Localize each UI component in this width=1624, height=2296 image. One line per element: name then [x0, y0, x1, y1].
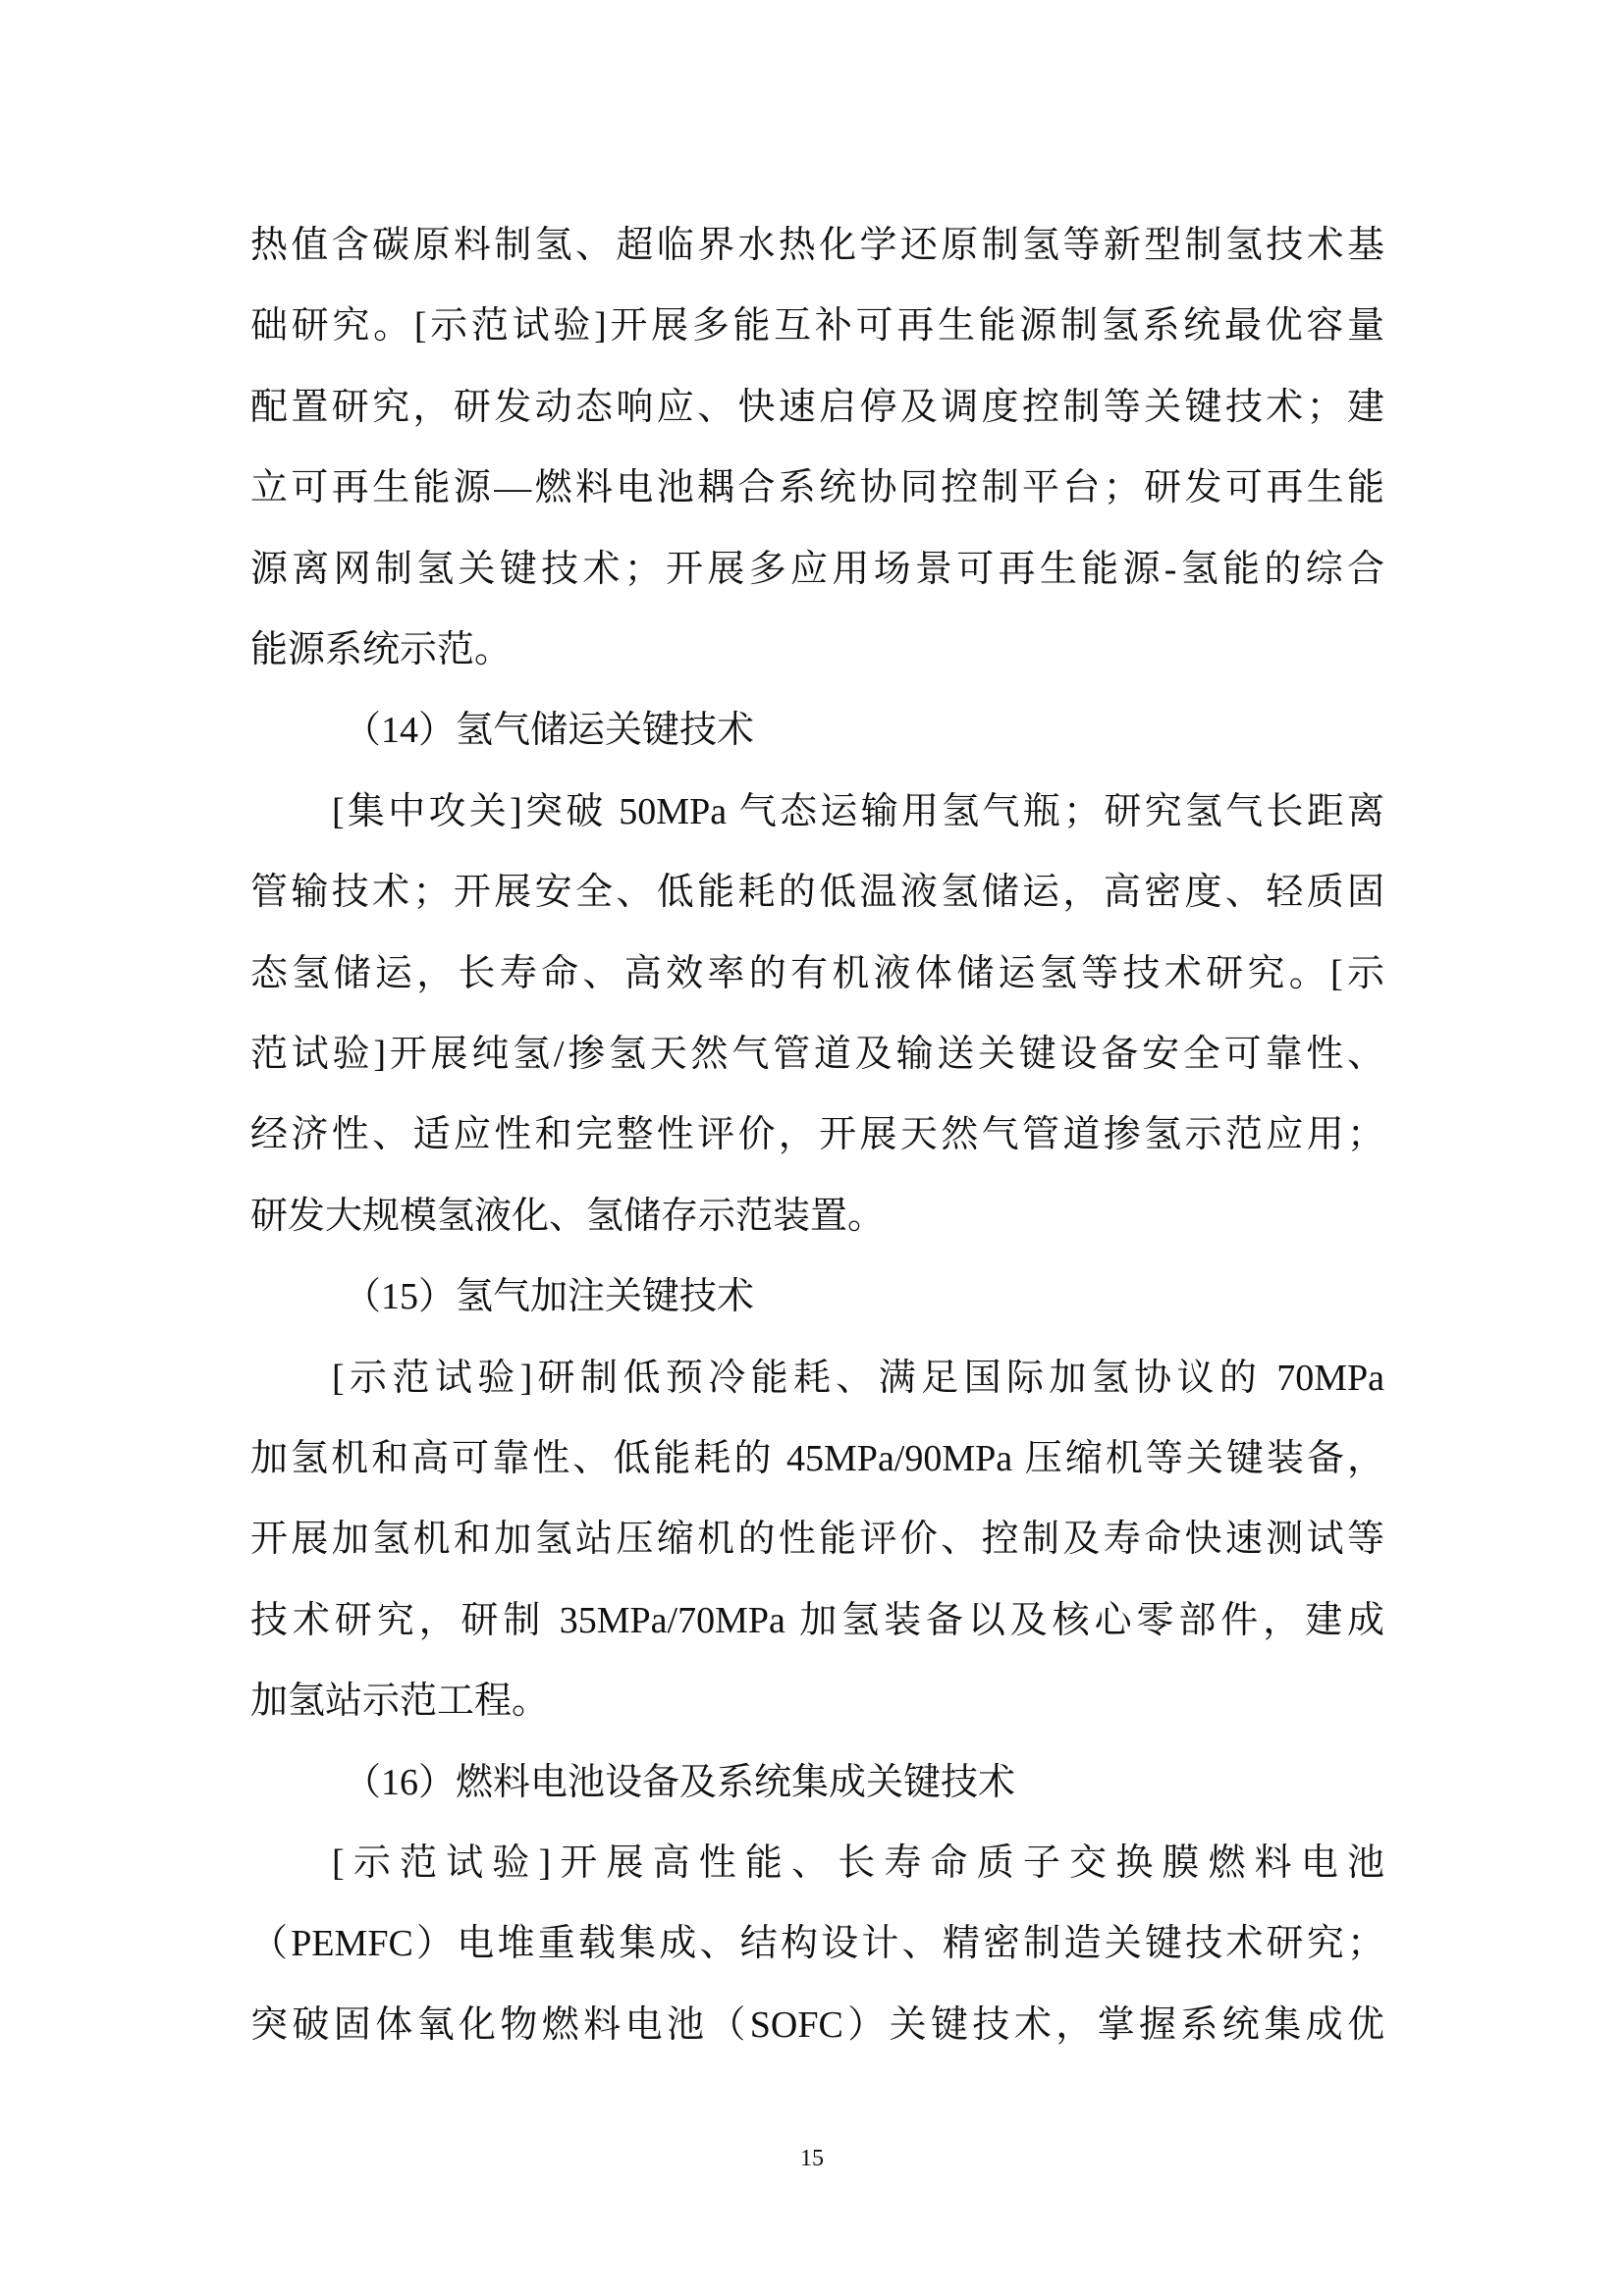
text-line: 加氢机和高可靠性、低能耗的 45MPa/90MPa 压缩机等关键装备， [250, 1438, 1384, 1479]
text-line: 突破固体氧化物燃料电池（SOFC）关键技术，掌握系统集成优 [250, 2003, 1384, 2046]
text-line: 范试验]开展纯氢/掺氢天然气管道及输送关键设备安全可靠性、 [250, 1034, 1384, 1075]
text-line: 开展加氢机和加氢站压缩机的性能评价、控制及寿命快速测试等 [250, 1519, 1384, 1561]
text-line: 源离网制氢关键技术；开展多应用场景可再生能源-氢能的综合 [250, 548, 1384, 590]
text-line: [示范试验]研制低预冷能耗、满足国际加氢协议的 70MPa [332, 1357, 1384, 1399]
text-line: [示范试验]开展高性能、长寿命质子交换膜燃料电池 [332, 1842, 1384, 1884]
text-line: （PEMFC）电堆重载集成、结构设计、精密制造关键技术研究； [250, 1923, 1384, 1965]
section-heading: （15）氢气加注关键技术 [344, 1276, 755, 1318]
section-heading: （14）氢气储运关键技术 [344, 710, 755, 752]
text-line: 态氢储运，长寿命、高效率的有机液体储运氢等技术研究。[示 [250, 952, 1384, 994]
text-line: [集中攻关]突破 50MPa 气态运输用氢气瓶；研究氢气长距离 [332, 790, 1384, 832]
text-line: 经济性、适应性和完整性评价，开展天然气管道掺氢示范应用； [250, 1114, 1384, 1156]
page-number: 15 [800, 2146, 824, 2171]
text-line: 管输技术；开展安全、低能耗的低温液氢储运，高密度、轻质固 [250, 872, 1384, 914]
text-line: 配置研究，研发动态响应、快速启停及调度控制等关键技术；建 [250, 386, 1384, 428]
section-heading: （16）燃料电池设备及系统集成关键技术 [344, 1761, 1016, 1803]
text-line: 能源系统示范。 [250, 629, 513, 670]
text-line: 热值含碳原料制氢、超临界水热化学还原制氢等新型制氢技术基 [250, 225, 1384, 266]
text-line: 研发大规模氢液化、氢储存示范装置。 [250, 1195, 886, 1237]
text-line: 加氢站示范工程。 [250, 1681, 550, 1723]
text-line: 础研究。[示范试验]开展多能互补可再生能源制氢系统最优容量 [250, 305, 1384, 347]
text-line: 技术研究，研制 35MPa/70MPa 加氢装备以及核心零部件，建成 [250, 1599, 1384, 1641]
text-line: 立可再生能源—燃料电池耦合系统协同控制平台；研发可再生能 [250, 467, 1384, 509]
